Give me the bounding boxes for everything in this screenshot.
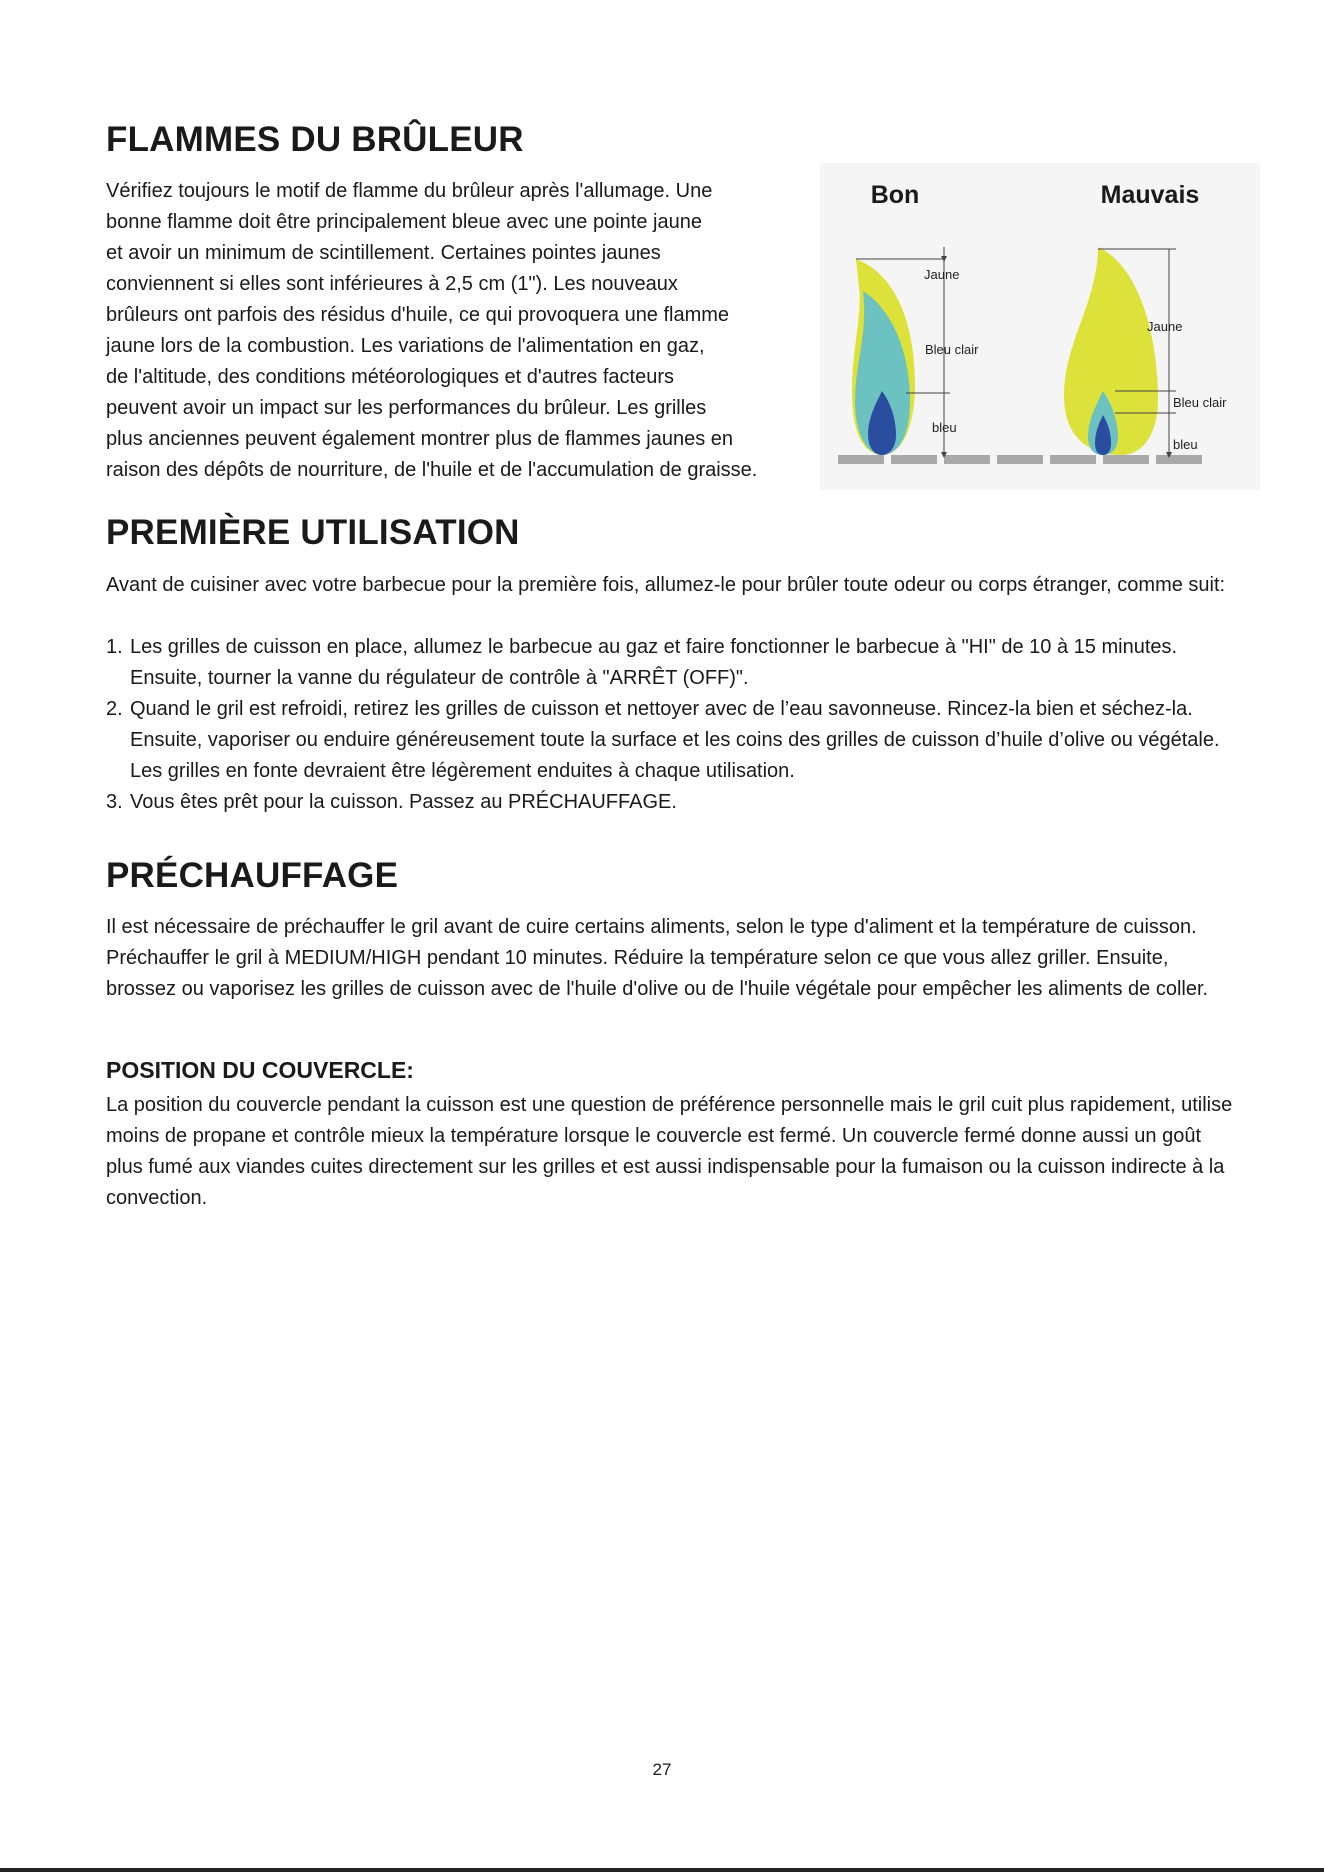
flames-line: raison des dépôts de nourriture, de l'huile et de l'accumulation de graisse. — [106, 459, 758, 481]
flames-line: peuvent avoir un impact sur les performances du brûleur. Les grilles — [106, 397, 707, 419]
preheat-paragraph: Il est nécessaire de préchauffer le gril avant de cuire certains aliments, selon le type d'aliment et la température de cuisson. Préchauffer le gril à MEDIUM/HIGH pendant 10 minutes. Réduire la température selon ce que vous allez griller. Ensuite, brossez ou vaporisez les grilles de cuisson avec de l'huile d'olive ou de l'huile végétale pour empêcher les aliments de coller. — [106, 916, 1209, 1000]
page-number: 27 — [652, 1760, 672, 1779]
list-item — [106, 632, 1236, 694]
section-title-first-use: PREMIÈRE UTILISATION — [106, 513, 520, 552]
bad-yellow-label: Jaune — [1147, 319, 1183, 334]
good-blue-label: bleu — [932, 420, 957, 435]
burner-rail — [838, 455, 1202, 464]
first-use-steps — [106, 632, 1236, 818]
step-text: Les grilles de cuisson en place, allumez le barbecue au gaz et faire fonctionner le barbecue à "HI" de 10 à 15 minutes. Ensuite, tourner la vanne du régulateur de contrôle à "ARRÊT (OFF)". — [130, 636, 1178, 689]
section-title-flames: FLAMMES DU BRÛLEUR — [106, 120, 524, 159]
flame-diagram-svg — [820, 163, 1260, 490]
flames-line: bonne flamme doit être principalement bleue avec une pointe jaune — [106, 211, 702, 233]
section-title-lid: POSITION DU COUVERCLE: — [106, 1057, 414, 1083]
flames-line: de l'altitude, des conditions météorologiques et d'autres facteurs — [106, 366, 674, 388]
list-item — [106, 694, 1236, 787]
flames-line: et avoir un minimum de scintillement. Certaines pointes jaunes — [106, 242, 661, 264]
flame-diagram — [820, 163, 1260, 490]
bad-flame — [1064, 247, 1158, 455]
good-flame — [852, 259, 915, 455]
step-number: 3. — [106, 791, 123, 813]
section-title-preheat: PRÉCHAUFFAGE — [106, 856, 399, 895]
first-use-intro: Avant de cuisiner avec votre barbecue pour la première fois, allumez-le pour brûler toute odeur ou corps étranger, comme suit: — [106, 574, 1226, 596]
step-number: 1. — [106, 636, 123, 658]
step-text: Quand le gril est refroidi, retirez les grilles de cuisson et nettoyer avec de l’eau savonneuse. Rincez-la bien et séchez-la. Ensuite, vaporiser ou enduire généreusement toute la surface et les coins des grilles de cuisson d’huile d’olive ou végétale. Les grilles en fonte devraient être légèrement enduites à chaque utilisation. — [130, 698, 1220, 782]
list-item — [106, 787, 1236, 818]
flames-line: brûleurs ont parfois des résidus d'huile, ce qui provoquera une flamme — [106, 304, 730, 326]
bad-label: Mauvais — [1100, 181, 1200, 209]
flames-line: jaune lors de la combustion. Les variations de l'alimentation en gaz, — [106, 335, 705, 357]
bad-blue-label: bleu — [1173, 437, 1198, 452]
step-number: 2. — [106, 698, 123, 720]
good-label: Bon — [870, 181, 920, 209]
flames-paragraph — [106, 176, 826, 486]
good-yellow-label: Jaune — [924, 267, 960, 282]
flames-line: Vérifiez toujours le motif de flamme du brûleur après l'allumage. Une — [106, 180, 713, 202]
flames-line: plus anciennes peuvent également montrer plus de flammes jaunes en — [106, 428, 734, 450]
bad-light-blue-label: Bleu clair — [1173, 395, 1227, 410]
step-text: Vous êtes prêt pour la cuisson. Passez au PRÉCHAUFFAGE. — [130, 791, 677, 813]
flames-line: conviennent si elles sont inférieures à 2,5 cm (1"). Les nouveaux — [106, 273, 678, 295]
lid-paragraph: La position du couvercle pendant la cuisson est une question de préférence personnelle mais le gril cuit plus rapidement, utilise moins de propane et contrôle mieux la température lorsque le couvercle est fermé. Un couvercle fermé donne aussi un goût plus fumé aux viandes cuites directement sur les grilles et est aussi indispensable pour la fumaison ou la cuisson indirecte à la convection. — [106, 1094, 1233, 1209]
good-light-blue-label: Bleu clair — [925, 342, 979, 357]
bottom-rule — [0, 1868, 1324, 1872]
